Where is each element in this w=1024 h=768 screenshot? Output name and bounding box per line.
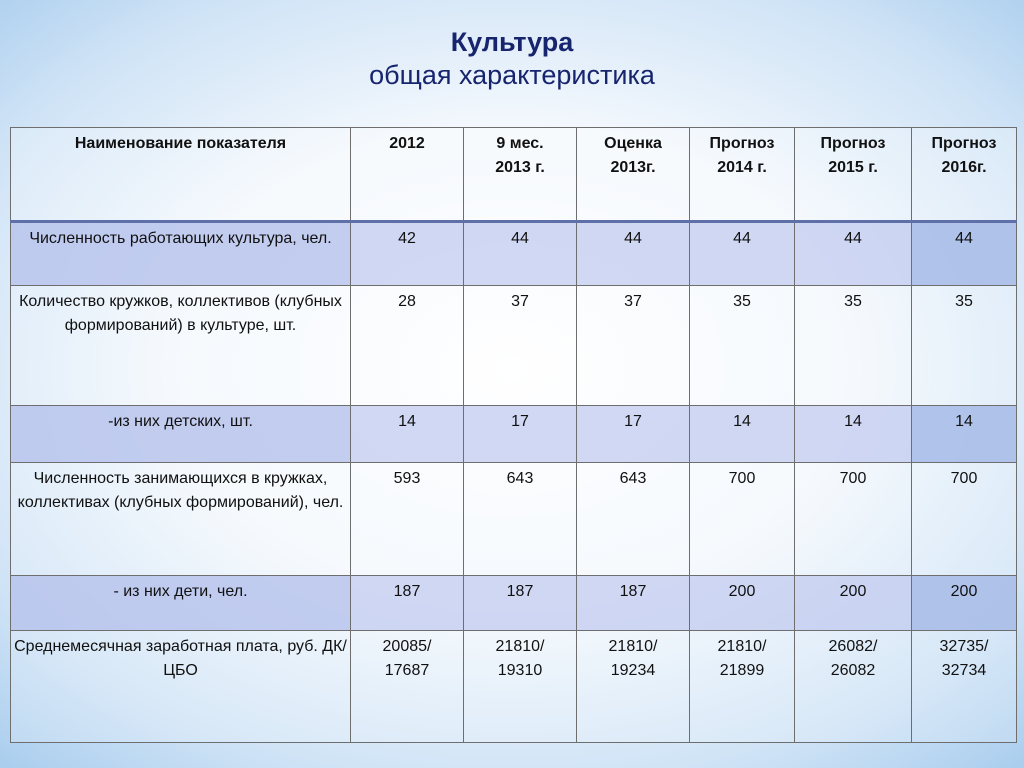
slide-title: Культура — [450, 27, 574, 57]
table-cell: 37 — [577, 286, 690, 406]
table-cell: 200 — [795, 576, 912, 631]
table-cell: 17 — [464, 406, 577, 463]
table-cell: 187 — [577, 576, 690, 631]
table-row — [11, 286, 1017, 406]
header-indicator-name: Наименование показателя — [11, 128, 351, 222]
table-cell: 17 — [577, 406, 690, 463]
table-cell: 44 — [912, 222, 1017, 286]
table-cell: 593 — [351, 463, 464, 576]
table-cell: 187 — [351, 576, 464, 631]
data-table — [10, 127, 1017, 743]
table-cell: 21810/ 19234 — [577, 631, 690, 743]
table-header-row — [11, 128, 1017, 222]
header-estimate-2013: Оценка 2013г. — [577, 128, 690, 222]
table-cell: 14 — [690, 406, 795, 463]
row-label: Количество кружков, коллективов (клубных формирований) в культуре, шт. — [11, 286, 351, 406]
table-cell: 32735/ 32734 — [912, 631, 1017, 743]
row-label: Численность занимающихся в кружках, коллективах (клубных формирований), чел. — [11, 463, 351, 576]
table-cell: 200 — [912, 576, 1017, 631]
table-cell: 26082/ 26082 — [795, 631, 912, 743]
table-row — [11, 463, 1017, 576]
table-cell: 28 — [351, 286, 464, 406]
row-label: Среднемесячная заработная плата, руб. ДК/ЦБО — [11, 631, 351, 743]
table-row — [11, 406, 1017, 463]
table-cell: 14 — [912, 406, 1017, 463]
table-cell: 200 — [690, 576, 795, 631]
table-cell: 643 — [577, 463, 690, 576]
row-label: -из них детских, шт. — [11, 406, 351, 463]
table-cell: 37 — [464, 286, 577, 406]
row-label: Численность работающих культура, чел. — [11, 222, 351, 286]
table-cell: 44 — [795, 222, 912, 286]
table-cell: 700 — [795, 463, 912, 576]
table-cell: 35 — [912, 286, 1017, 406]
table-row — [11, 222, 1017, 286]
row-label: - из них дети, чел. — [11, 576, 351, 631]
table-cell: 44 — [464, 222, 577, 286]
table-row — [11, 631, 1017, 743]
header-9-months-2013: 9 мес. 2013 г. — [464, 128, 577, 222]
header-forecast-2015: Прогноз 2015 г. — [795, 128, 912, 222]
table-cell: 21810/ 19310 — [464, 631, 577, 743]
table-cell: 14 — [351, 406, 464, 463]
table-cell: 643 — [464, 463, 577, 576]
header-forecast-2016: Прогноз 2016г. — [912, 128, 1017, 222]
slide-title-block — [0, 26, 1024, 92]
slide-subtitle: общая характеристика — [369, 60, 655, 90]
table-cell: 700 — [912, 463, 1017, 576]
table-cell: 44 — [577, 222, 690, 286]
table-cell: 187 — [464, 576, 577, 631]
table-cell: 21810/ 21899 — [690, 631, 795, 743]
table-cell: 35 — [795, 286, 912, 406]
table-row — [11, 576, 1017, 631]
table-cell: 42 — [351, 222, 464, 286]
header-2012: 2012 — [351, 128, 464, 222]
table-cell: 35 — [690, 286, 795, 406]
table-cell: 14 — [795, 406, 912, 463]
header-forecast-2014: Прогноз 2014 г. — [690, 128, 795, 222]
table-cell: 44 — [690, 222, 795, 286]
table-cell: 20085/ 17687 — [351, 631, 464, 743]
table-cell: 700 — [690, 463, 795, 576]
